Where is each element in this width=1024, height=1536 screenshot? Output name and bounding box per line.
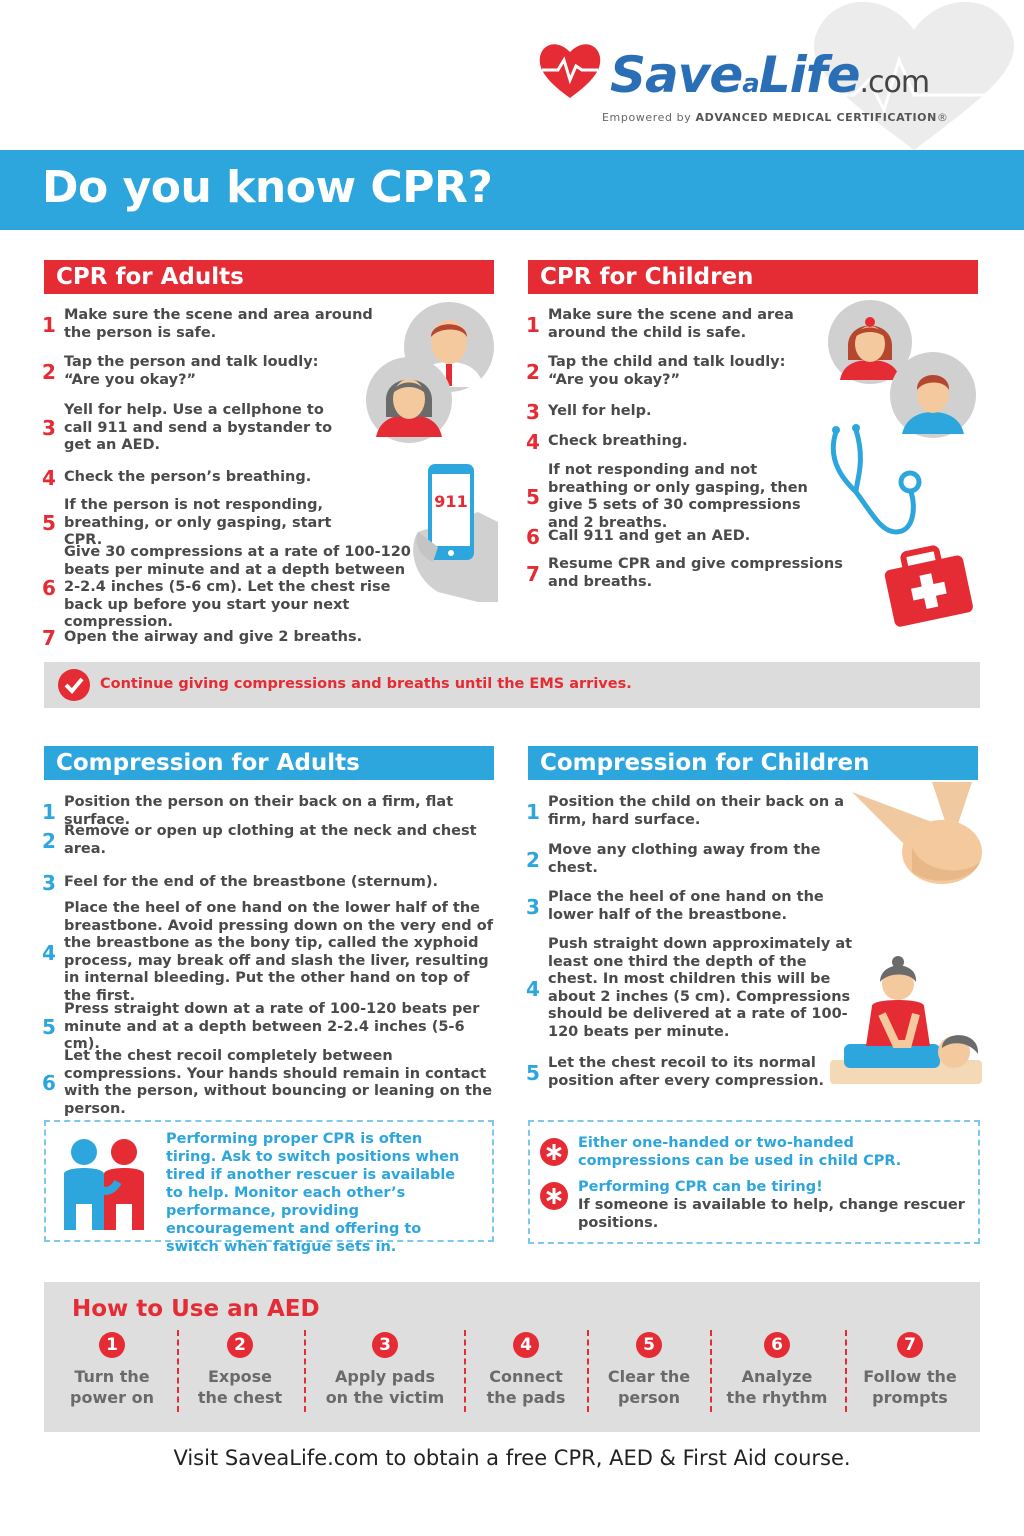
compression-adults-step: 5 Press straight down at a rate of 100-120 beats per minute and at a depth between 2-2.4 inches (5-6 cm). <box>42 1001 480 1052</box>
aed-divider <box>464 1330 466 1412</box>
aed-divider <box>177 1330 179 1412</box>
cpr-adults-step: 3 Yell for help. Use a cellphone to call 911 and send a bystander to get an AED. <box>42 402 333 453</box>
aed-step: 3 Apply pads on the victim <box>318 1332 452 1408</box>
asterisk-icon <box>540 1138 568 1166</box>
compression-children-step: 4 Push straight down approximately at least one third the depth of the chest. In most children this will be about 2 inches (5 cm). Compressions should be delivered at a rate of 100-120 beats per minute. <box>526 936 853 1040</box>
aed-step: 4 Connect the pads <box>476 1332 576 1408</box>
continue-note: Continue giving compressions and breaths until the EMS arrives. <box>44 662 980 708</box>
cpr-children-step: 6 Call 911 and get an AED. <box>526 525 751 549</box>
first-aid-kit-icon <box>880 542 978 632</box>
compression-adults-step: 3 Feel for the end of the breastbone (sternum). <box>42 871 438 895</box>
compression-children-step: 1 Position the child on their back on a firm, hard surface. <box>526 794 845 828</box>
cpr-adults-step: 4 Check the person’s breathing. <box>42 466 312 490</box>
compression-adults-step: 1 Position the person on their back on a firm, flat surface. <box>42 794 454 828</box>
check-icon <box>58 669 90 701</box>
cpr-adults-heading: CPR for Adults <box>44 260 494 294</box>
compression-adults-heading: Compression for Adults <box>44 746 494 780</box>
brand-tagline: Empowered by ADVANCED MEDICAL CERTIFICATION® <box>602 111 949 124</box>
woman-avatar-icon <box>366 357 452 443</box>
cpr-adults-step: 5 If the person is not responding, breathing, or only gasping, start CPR. <box>42 497 332 548</box>
two-rescuers-icon <box>56 1134 152 1230</box>
compression-children-step: 2 Move any clothing away from the chest. <box>526 842 821 876</box>
compression-children-step: 5 Let the chest recoil to its normal position after every compression. <box>526 1055 825 1089</box>
cpr-children-step: 5 If not responding and not breathing or only gasping, then give 5 sets of 30 compressions and 2 breaths. <box>526 462 808 531</box>
cpr-children-step: 4 Check breathing. <box>526 430 688 454</box>
aed-divider <box>845 1330 847 1412</box>
brand-name: SaveaLife.com <box>610 46 930 104</box>
aed-step: 2 Expose the chest <box>190 1332 290 1408</box>
compression-adults-step: 2 Remove or open up clothing at the neck and chest area. <box>42 823 477 857</box>
stethoscope-icon <box>826 422 922 540</box>
cpr-adults-step: 2 Tap the person and talk loudly: “Are you okay?” <box>42 354 319 388</box>
aed-heading: How to Use an AED <box>72 1296 320 1322</box>
aed-divider <box>304 1330 306 1412</box>
phone-hand-icon <box>408 462 498 602</box>
cpr-children-step: 7 Resume CPR and give compressions and breaths. <box>526 556 843 590</box>
compression-children-heading: Compression for Children <box>528 746 978 780</box>
aed-step: 6 Analyze the rhythm <box>722 1332 832 1408</box>
aed-step: 5 Clear the person <box>599 1332 699 1408</box>
cpr-adults-step: 6 Give 30 compressions at a rate of 100-120 beats per minute and at a depth between 2-2.4 inches (5-6 cm). Let the chest rise back up before you start your next compression. <box>42 544 411 630</box>
title-banner <box>0 150 1024 230</box>
cpr-children-step: 2 Tap the child and talk loudly: “Are you okay?” <box>526 354 786 388</box>
heart-logo-icon <box>538 40 602 100</box>
aed-step: 7 Follow the prompts <box>858 1332 962 1408</box>
cpr-children-heading: CPR for Children <box>528 260 978 294</box>
aed-section <box>44 1282 980 1432</box>
compression-children-step: 3 Place the heel of one hand on the lower half of the breastbone. <box>526 889 824 923</box>
asterisk-icon <box>540 1182 568 1210</box>
compression-adults-step: 6 Let the chest recoil completely between compressions. Your hands should remain in contact with the person, without bouncing or leaning on the person. <box>42 1048 493 1117</box>
compression-adults-step: 4 Place the heel of one hand on the lower half of the breastbone. Avoid pressing down on the very end of the breastbone as the bony tip, called the xyphoid process, may break off and slash the liver, resulting in internal bleeding. Put the other hand on top of the first. <box>42 900 493 1004</box>
rescuer-tip-box: Performing proper CPR is often tiring. Ask to switch positions when tired if another rescuer is available to help. Monitor each other’s performance, providing encouragement and offering to switch when fatigue sets in. <box>44 1120 494 1242</box>
footer-text: Visit SaveaLife.com to obtain a free CPR, AED & First Aid course. <box>173 1446 851 1470</box>
aed-divider <box>587 1330 589 1412</box>
aed-divider <box>710 1330 712 1412</box>
child-tips-box: Either one-handed or two-handed compressions can be used in child CPR. Performing CPR can be tiring! If someone is available to help, change rescuer positions. <box>528 1120 980 1244</box>
phone-911-label: 911 <box>434 492 468 511</box>
cpr-children-step: 3 Yell for help. <box>526 400 652 424</box>
brand-logo[interactable] <box>538 38 998 128</box>
cpr-children-step: 1 Make sure the scene and area around the child is safe. <box>526 307 794 341</box>
cpr-adults-step: 1 Make sure the scene and area around the person is safe. <box>42 307 373 341</box>
aed-step: 1 Turn the power on <box>62 1332 162 1408</box>
page-title: Do you know CPR? <box>42 162 493 213</box>
child-cpr-illustration-icon <box>830 956 982 1092</box>
cpr-adults-step: 7 Open the airway and give 2 breaths. <box>42 626 363 650</box>
